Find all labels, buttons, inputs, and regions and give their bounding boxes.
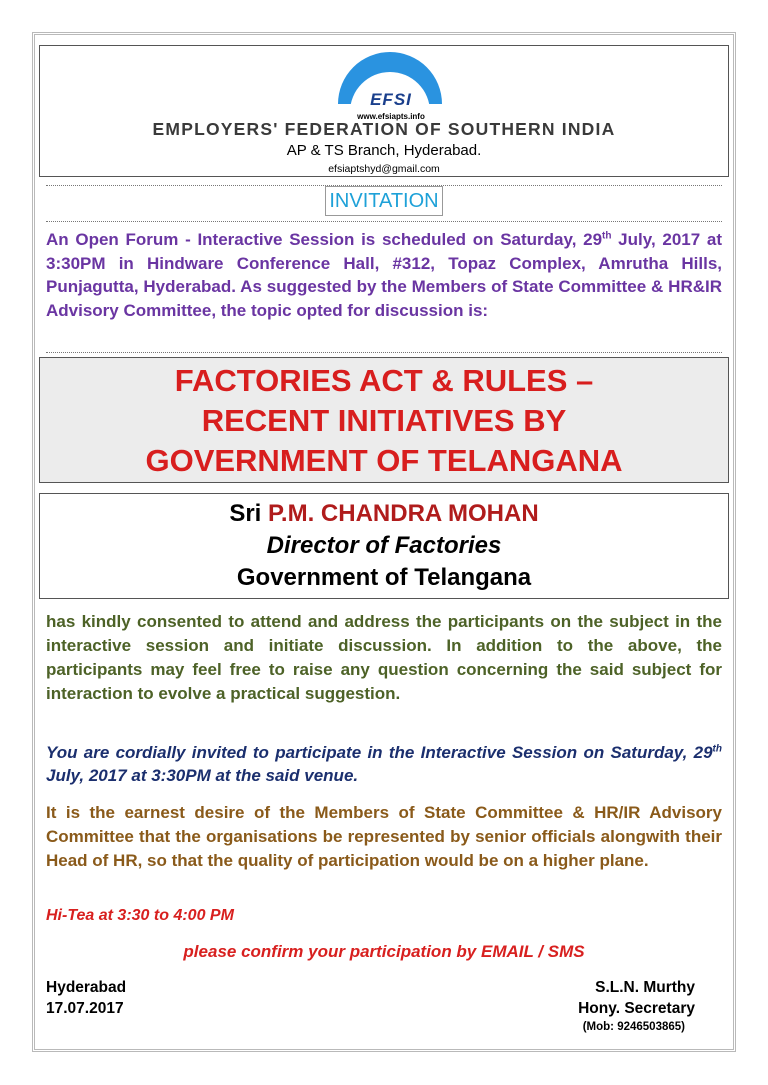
signature-block <box>578 977 695 1035</box>
topic-box <box>39 357 729 483</box>
logo-url: www.efsiapts.info <box>357 112 425 121</box>
rsvp-note: please confirm your participation by EMAIL / SMS <box>183 942 585 961</box>
date: 17.07.2017 <box>46 1000 124 1017</box>
topic-line: RECENT INITIATIVES BY <box>201 403 567 438</box>
signatory-mobile: (Mob: 9246503865) <box>582 1021 685 1033</box>
place: Hyderabad <box>46 979 127 996</box>
speaker-box <box>39 493 729 599</box>
speaker-line: Sri P.M. CHANDRA MOHAN <box>229 500 539 527</box>
invite-paragraph: You are cordially invited to participate in the Interactive Session on Saturday, 29th July, 2017 at 3:30PM at the said venue. <box>46 743 722 785</box>
contact-email: efsiaptshyd@gmail.com <box>328 163 440 175</box>
divider <box>46 221 722 222</box>
divider <box>46 352 722 353</box>
topic-line: FACTORIES ACT & RULES – <box>174 363 594 398</box>
speaker-organisation: Government of Telangana <box>236 564 532 591</box>
hitea-note: Hi-Tea at 3:30 to 4:00 PM <box>46 907 234 924</box>
place-date <box>46 977 126 1019</box>
organisation-name: EMPLOYERS' FEDERATION OF SOUTHERN INDIA <box>152 119 616 139</box>
signatory-name: S.L.N. Murthy <box>595 979 695 996</box>
branch-name: AP & TS Branch, Hyderabad. <box>286 142 482 159</box>
letterhead <box>39 45 729 177</box>
efsi-logo <box>336 50 446 130</box>
logo-text: EFSI <box>370 90 412 109</box>
topic-line: GOVERNMENT OF TELANGANA <box>145 443 623 478</box>
desire-paragraph: It is the earnest desire of the Members of State Committee & HR/IR Advisory Committee that the organisations be represented by senior officials alongwith their Head of HR, so that the quality of participation would be on a higher plane. <box>46 803 722 870</box>
speaker-name: P.M. CHANDRA MOHAN <box>268 500 539 527</box>
signatory-title: Hony. Secretary <box>578 1000 695 1017</box>
invitation-title: INVITATION <box>325 186 442 216</box>
speaker-designation: Director of Factories <box>266 532 502 559</box>
consent-paragraph: has kindly consented to attend and address the participants on the subject in the interactive session and initiate discussion. In addition to the above, the participants may feel free to raise any question concerning the said subject for interaction to evolve a practical suggestion. <box>46 612 722 703</box>
intro-paragraph: An Open Forum - Interactive Session is scheduled on Saturday, 29th July, 2017 at 3:30PM in Hindware Conference Hall, #312, Topaz Complex, Amrutha Hills, Punjagutta, Hyderabad. As suggested by the Members of State Committee & HR&IR Advisory Committee, the topic opted for discussion is: <box>46 230 722 320</box>
